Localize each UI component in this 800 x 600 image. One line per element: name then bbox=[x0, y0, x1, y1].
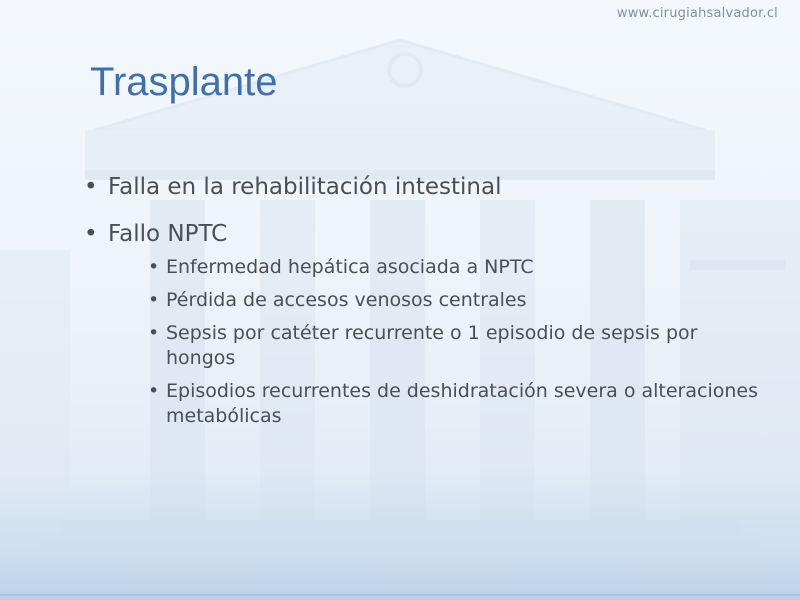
sub-bullet-list bbox=[108, 255, 762, 429]
sub-bullet-item bbox=[146, 379, 762, 429]
slide-body bbox=[82, 172, 762, 446]
site-url: www.cirugiahsalvador.cl bbox=[616, 6, 778, 21]
bullet-item bbox=[82, 219, 762, 429]
sub-bullet-text: Pérdida de accesos venosos centrales bbox=[166, 289, 527, 311]
bullet-text: Fallo NPTC bbox=[108, 221, 228, 247]
sub-bullet-text: Enfermedad hepática asociada a NPTC bbox=[166, 256, 534, 278]
bullet-text: Falla en la rehabilitación intestinal bbox=[108, 174, 502, 200]
sub-bullet-text: Sepsis por catéter recurrente o 1 episodio de sepsis por hongos bbox=[166, 322, 698, 369]
sub-bullet-item bbox=[146, 321, 762, 371]
sub-bullet-item bbox=[146, 288, 762, 313]
bottom-gradient bbox=[0, 470, 800, 600]
sub-bullet-item bbox=[146, 255, 762, 280]
bullet-item bbox=[82, 172, 762, 202]
sub-bullet-text: Episodios recurrentes de deshidratación severa o alteraciones metabólicas bbox=[166, 380, 758, 427]
bottom-rule bbox=[0, 594, 800, 596]
slide-title: Trasplante bbox=[90, 60, 278, 104]
bullet-list bbox=[82, 172, 762, 429]
